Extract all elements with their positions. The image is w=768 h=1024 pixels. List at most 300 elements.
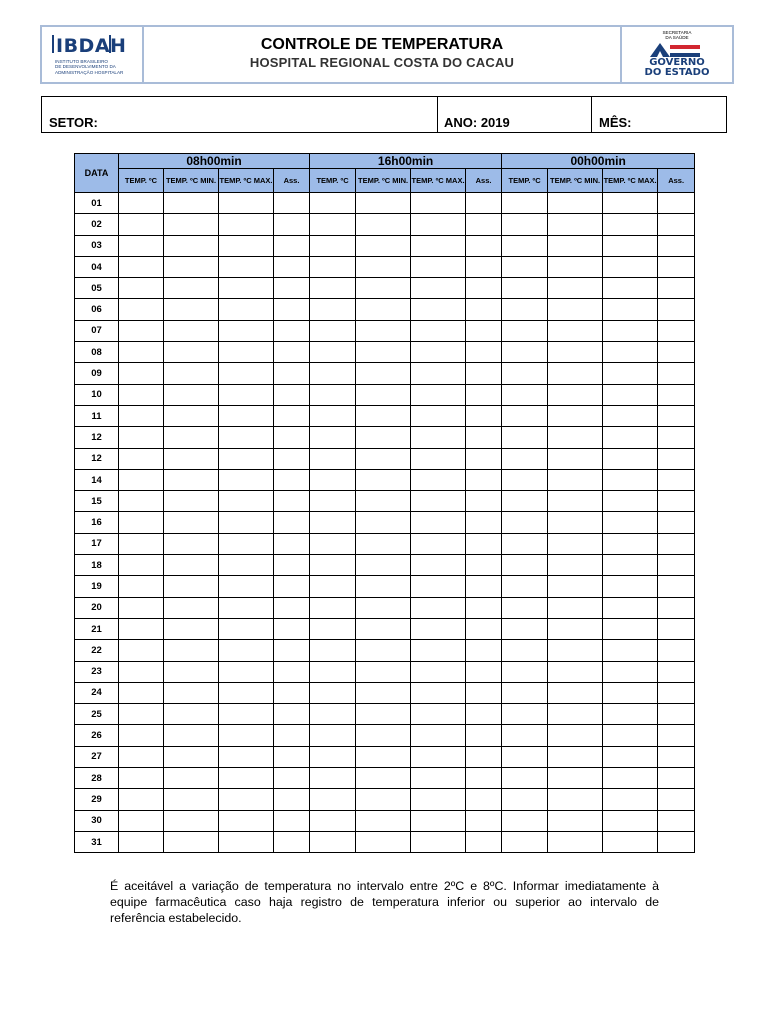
entry-cell[interactable] bbox=[658, 746, 695, 767]
entry-cell[interactable] bbox=[603, 597, 658, 618]
entry-cell[interactable] bbox=[658, 193, 695, 214]
entry-cell[interactable] bbox=[119, 363, 164, 384]
entry-cell[interactable] bbox=[119, 427, 164, 448]
entry-cell[interactable] bbox=[310, 405, 356, 426]
entry-cell[interactable] bbox=[548, 469, 603, 490]
entry-cell[interactable] bbox=[219, 320, 274, 341]
entry-cell[interactable] bbox=[164, 405, 219, 426]
entry-cell[interactable] bbox=[164, 768, 219, 789]
entry-cell[interactable] bbox=[164, 214, 219, 235]
entry-cell[interactable] bbox=[603, 682, 658, 703]
entry-cell[interactable] bbox=[310, 235, 356, 256]
entry-cell[interactable] bbox=[164, 448, 219, 469]
entry-cell[interactable] bbox=[502, 278, 548, 299]
entry-cell[interactable] bbox=[164, 704, 219, 725]
entry-cell[interactable] bbox=[356, 363, 411, 384]
entry-cell[interactable] bbox=[502, 597, 548, 618]
entry-cell[interactable] bbox=[603, 491, 658, 512]
entry-cell[interactable] bbox=[411, 768, 466, 789]
entry-cell[interactable] bbox=[219, 299, 274, 320]
entry-cell[interactable] bbox=[502, 342, 548, 363]
entry-cell[interactable] bbox=[219, 725, 274, 746]
entry-cell[interactable] bbox=[119, 746, 164, 767]
entry-cell[interactable] bbox=[274, 661, 310, 682]
entry-cell[interactable] bbox=[164, 533, 219, 554]
entry-cell[interactable] bbox=[310, 384, 356, 405]
entry-cell[interactable] bbox=[356, 469, 411, 490]
entry-cell[interactable] bbox=[310, 491, 356, 512]
entry-cell[interactable] bbox=[658, 299, 695, 320]
entry-cell[interactable] bbox=[502, 299, 548, 320]
entry-cell[interactable] bbox=[274, 320, 310, 341]
entry-cell[interactable] bbox=[411, 682, 466, 703]
entry-cell[interactable] bbox=[164, 512, 219, 533]
entry-cell[interactable] bbox=[466, 533, 502, 554]
entry-cell[interactable] bbox=[310, 448, 356, 469]
entry-cell[interactable] bbox=[466, 235, 502, 256]
entry-cell[interactable] bbox=[164, 256, 219, 277]
entry-cell[interactable] bbox=[310, 342, 356, 363]
entry-cell[interactable] bbox=[274, 214, 310, 235]
entry-cell[interactable] bbox=[502, 533, 548, 554]
entry-cell[interactable] bbox=[502, 214, 548, 235]
entry-cell[interactable] bbox=[356, 427, 411, 448]
entry-cell[interactable] bbox=[164, 576, 219, 597]
entry-cell[interactable] bbox=[603, 405, 658, 426]
entry-cell[interactable] bbox=[119, 704, 164, 725]
entry-cell[interactable] bbox=[119, 768, 164, 789]
entry-cell[interactable] bbox=[502, 427, 548, 448]
entry-cell[interactable] bbox=[658, 256, 695, 277]
entry-cell[interactable] bbox=[548, 405, 603, 426]
entry-cell[interactable] bbox=[411, 661, 466, 682]
entry-cell[interactable] bbox=[502, 256, 548, 277]
entry-cell[interactable] bbox=[502, 193, 548, 214]
entry-cell[interactable] bbox=[603, 831, 658, 852]
entry-cell[interactable] bbox=[274, 448, 310, 469]
entry-cell[interactable] bbox=[502, 746, 548, 767]
entry-cell[interactable] bbox=[310, 725, 356, 746]
entry-cell[interactable] bbox=[658, 704, 695, 725]
entry-cell[interactable] bbox=[356, 576, 411, 597]
entry-cell[interactable] bbox=[119, 193, 164, 214]
entry-cell[interactable] bbox=[502, 363, 548, 384]
entry-cell[interactable] bbox=[411, 320, 466, 341]
entry-cell[interactable] bbox=[466, 320, 502, 341]
entry-cell[interactable] bbox=[502, 682, 548, 703]
entry-cell[interactable] bbox=[466, 491, 502, 512]
entry-cell[interactable] bbox=[658, 533, 695, 554]
entry-cell[interactable] bbox=[310, 597, 356, 618]
entry-cell[interactable] bbox=[411, 363, 466, 384]
entry-cell[interactable] bbox=[274, 789, 310, 810]
entry-cell[interactable] bbox=[502, 810, 548, 831]
entry-cell[interactable] bbox=[219, 746, 274, 767]
entry-cell[interactable] bbox=[274, 746, 310, 767]
entry-cell[interactable] bbox=[658, 597, 695, 618]
entry-cell[interactable] bbox=[411, 576, 466, 597]
entry-cell[interactable] bbox=[310, 320, 356, 341]
entry-cell[interactable] bbox=[219, 576, 274, 597]
entry-cell[interactable] bbox=[466, 555, 502, 576]
entry-cell[interactable] bbox=[119, 278, 164, 299]
entry-cell[interactable] bbox=[219, 256, 274, 277]
entry-cell[interactable] bbox=[219, 640, 274, 661]
entry-cell[interactable] bbox=[548, 555, 603, 576]
entry-cell[interactable] bbox=[603, 661, 658, 682]
entry-cell[interactable] bbox=[274, 512, 310, 533]
entry-cell[interactable] bbox=[274, 299, 310, 320]
entry-cell[interactable] bbox=[411, 640, 466, 661]
entry-cell[interactable] bbox=[658, 661, 695, 682]
entry-cell[interactable] bbox=[658, 725, 695, 746]
entry-cell[interactable] bbox=[356, 725, 411, 746]
entry-cell[interactable] bbox=[548, 661, 603, 682]
entry-cell[interactable] bbox=[274, 725, 310, 746]
entry-cell[interactable] bbox=[466, 512, 502, 533]
entry-cell[interactable] bbox=[603, 363, 658, 384]
entry-cell[interactable] bbox=[603, 810, 658, 831]
entry-cell[interactable] bbox=[274, 831, 310, 852]
entry-cell[interactable] bbox=[274, 533, 310, 554]
entry-cell[interactable] bbox=[356, 214, 411, 235]
entry-cell[interactable] bbox=[603, 640, 658, 661]
entry-cell[interactable] bbox=[356, 235, 411, 256]
entry-cell[interactable] bbox=[356, 746, 411, 767]
entry-cell[interactable] bbox=[274, 597, 310, 618]
entry-cell[interactable] bbox=[310, 193, 356, 214]
entry-cell[interactable] bbox=[548, 299, 603, 320]
entry-cell[interactable] bbox=[548, 704, 603, 725]
entry-cell[interactable] bbox=[466, 640, 502, 661]
entry-cell[interactable] bbox=[310, 299, 356, 320]
entry-cell[interactable] bbox=[548, 597, 603, 618]
entry-cell[interactable] bbox=[603, 533, 658, 554]
entry-cell[interactable] bbox=[119, 256, 164, 277]
entry-cell[interactable] bbox=[219, 555, 274, 576]
entry-cell[interactable] bbox=[466, 704, 502, 725]
entry-cell[interactable] bbox=[603, 193, 658, 214]
entry-cell[interactable] bbox=[502, 512, 548, 533]
entry-cell[interactable] bbox=[466, 448, 502, 469]
entry-cell[interactable] bbox=[658, 789, 695, 810]
entry-cell[interactable] bbox=[603, 299, 658, 320]
entry-cell[interactable] bbox=[411, 533, 466, 554]
entry-cell[interactable] bbox=[466, 768, 502, 789]
entry-cell[interactable] bbox=[548, 448, 603, 469]
entry-cell[interactable] bbox=[219, 789, 274, 810]
entry-cell[interactable] bbox=[310, 278, 356, 299]
entry-cell[interactable] bbox=[310, 427, 356, 448]
entry-cell[interactable] bbox=[356, 342, 411, 363]
entry-cell[interactable] bbox=[411, 746, 466, 767]
entry-cell[interactable] bbox=[119, 725, 164, 746]
entry-cell[interactable] bbox=[274, 427, 310, 448]
entry-cell[interactable] bbox=[658, 512, 695, 533]
entry-cell[interactable] bbox=[310, 256, 356, 277]
entry-cell[interactable] bbox=[164, 320, 219, 341]
entry-cell[interactable] bbox=[548, 278, 603, 299]
entry-cell[interactable] bbox=[466, 405, 502, 426]
entry-cell[interactable] bbox=[310, 704, 356, 725]
entry-cell[interactable] bbox=[356, 193, 411, 214]
entry-cell[interactable] bbox=[164, 342, 219, 363]
entry-cell[interactable] bbox=[548, 831, 603, 852]
entry-cell[interactable] bbox=[548, 746, 603, 767]
entry-cell[interactable] bbox=[164, 278, 219, 299]
entry-cell[interactable] bbox=[274, 618, 310, 639]
entry-cell[interactable] bbox=[603, 256, 658, 277]
entry-cell[interactable] bbox=[603, 235, 658, 256]
entry-cell[interactable] bbox=[310, 640, 356, 661]
entry-cell[interactable] bbox=[164, 746, 219, 767]
entry-cell[interactable] bbox=[502, 768, 548, 789]
entry-cell[interactable] bbox=[356, 789, 411, 810]
entry-cell[interactable] bbox=[658, 405, 695, 426]
entry-cell[interactable] bbox=[466, 810, 502, 831]
entry-cell[interactable] bbox=[502, 235, 548, 256]
entry-cell[interactable] bbox=[356, 704, 411, 725]
entry-cell[interactable] bbox=[119, 618, 164, 639]
entry-cell[interactable] bbox=[603, 214, 658, 235]
entry-cell[interactable] bbox=[219, 704, 274, 725]
entry-cell[interactable] bbox=[548, 725, 603, 746]
entry-cell[interactable] bbox=[119, 597, 164, 618]
entry-cell[interactable] bbox=[356, 555, 411, 576]
entry-cell[interactable] bbox=[274, 405, 310, 426]
entry-cell[interactable] bbox=[603, 555, 658, 576]
entry-cell[interactable] bbox=[411, 214, 466, 235]
entry-cell[interactable] bbox=[658, 682, 695, 703]
entry-cell[interactable] bbox=[219, 597, 274, 618]
entry-cell[interactable] bbox=[411, 789, 466, 810]
entry-cell[interactable] bbox=[356, 512, 411, 533]
entry-cell[interactable] bbox=[164, 810, 219, 831]
entry-cell[interactable] bbox=[310, 810, 356, 831]
entry-cell[interactable] bbox=[356, 768, 411, 789]
entry-cell[interactable] bbox=[548, 512, 603, 533]
entry-cell[interactable] bbox=[164, 491, 219, 512]
entry-cell[interactable] bbox=[548, 618, 603, 639]
entry-cell[interactable] bbox=[411, 725, 466, 746]
entry-cell[interactable] bbox=[502, 320, 548, 341]
entry-cell[interactable] bbox=[356, 533, 411, 554]
entry-cell[interactable] bbox=[119, 384, 164, 405]
entry-cell[interactable] bbox=[466, 725, 502, 746]
entry-cell[interactable] bbox=[310, 789, 356, 810]
entry-cell[interactable] bbox=[310, 618, 356, 639]
entry-cell[interactable] bbox=[310, 661, 356, 682]
entry-cell[interactable] bbox=[502, 618, 548, 639]
entry-cell[interactable] bbox=[411, 810, 466, 831]
entry-cell[interactable] bbox=[164, 682, 219, 703]
entry-cell[interactable] bbox=[164, 427, 219, 448]
entry-cell[interactable] bbox=[310, 555, 356, 576]
entry-cell[interactable] bbox=[411, 555, 466, 576]
mes-field[interactable] bbox=[592, 97, 726, 132]
entry-cell[interactable] bbox=[411, 469, 466, 490]
entry-cell[interactable] bbox=[603, 704, 658, 725]
entry-cell[interactable] bbox=[603, 576, 658, 597]
entry-cell[interactable] bbox=[658, 384, 695, 405]
entry-cell[interactable] bbox=[548, 256, 603, 277]
entry-cell[interactable] bbox=[274, 555, 310, 576]
entry-cell[interactable] bbox=[219, 193, 274, 214]
entry-cell[interactable] bbox=[164, 831, 219, 852]
entry-cell[interactable] bbox=[119, 405, 164, 426]
entry-cell[interactable] bbox=[356, 640, 411, 661]
entry-cell[interactable] bbox=[274, 576, 310, 597]
entry-cell[interactable] bbox=[274, 278, 310, 299]
entry-cell[interactable] bbox=[502, 555, 548, 576]
entry-cell[interactable] bbox=[548, 789, 603, 810]
entry-cell[interactable] bbox=[356, 682, 411, 703]
entry-cell[interactable] bbox=[310, 214, 356, 235]
entry-cell[interactable] bbox=[411, 491, 466, 512]
entry-cell[interactable] bbox=[548, 363, 603, 384]
entry-cell[interactable] bbox=[502, 661, 548, 682]
entry-cell[interactable] bbox=[164, 363, 219, 384]
entry-cell[interactable] bbox=[219, 427, 274, 448]
entry-cell[interactable] bbox=[219, 810, 274, 831]
entry-cell[interactable] bbox=[119, 789, 164, 810]
entry-cell[interactable] bbox=[219, 214, 274, 235]
entry-cell[interactable] bbox=[356, 448, 411, 469]
entry-cell[interactable] bbox=[164, 597, 219, 618]
entry-cell[interactable] bbox=[164, 193, 219, 214]
entry-cell[interactable] bbox=[658, 427, 695, 448]
entry-cell[interactable] bbox=[356, 299, 411, 320]
entry-cell[interactable] bbox=[502, 384, 548, 405]
entry-cell[interactable] bbox=[219, 278, 274, 299]
entry-cell[interactable] bbox=[658, 448, 695, 469]
entry-cell[interactable] bbox=[356, 278, 411, 299]
entry-cell[interactable] bbox=[274, 768, 310, 789]
entry-cell[interactable] bbox=[411, 427, 466, 448]
entry-cell[interactable] bbox=[603, 427, 658, 448]
entry-cell[interactable] bbox=[466, 746, 502, 767]
entry-cell[interactable] bbox=[164, 384, 219, 405]
entry-cell[interactable] bbox=[411, 235, 466, 256]
entry-cell[interactable] bbox=[603, 320, 658, 341]
entry-cell[interactable] bbox=[119, 640, 164, 661]
ano-field[interactable] bbox=[437, 97, 592, 132]
entry-cell[interactable] bbox=[603, 768, 658, 789]
entry-cell[interactable] bbox=[658, 214, 695, 235]
entry-cell[interactable] bbox=[274, 342, 310, 363]
entry-cell[interactable] bbox=[119, 448, 164, 469]
entry-cell[interactable] bbox=[466, 576, 502, 597]
entry-cell[interactable] bbox=[119, 661, 164, 682]
entry-cell[interactable] bbox=[411, 278, 466, 299]
entry-cell[interactable] bbox=[274, 193, 310, 214]
entry-cell[interactable] bbox=[219, 768, 274, 789]
entry-cell[interactable] bbox=[658, 576, 695, 597]
entry-cell[interactable] bbox=[310, 363, 356, 384]
entry-cell[interactable] bbox=[603, 278, 658, 299]
entry-cell[interactable] bbox=[548, 533, 603, 554]
entry-cell[interactable] bbox=[548, 682, 603, 703]
entry-cell[interactable] bbox=[411, 193, 466, 214]
entry-cell[interactable] bbox=[119, 810, 164, 831]
entry-cell[interactable] bbox=[502, 405, 548, 426]
entry-cell[interactable] bbox=[466, 789, 502, 810]
entry-cell[interactable] bbox=[658, 810, 695, 831]
entry-cell[interactable] bbox=[548, 427, 603, 448]
entry-cell[interactable] bbox=[466, 682, 502, 703]
entry-cell[interactable] bbox=[411, 384, 466, 405]
entry-cell[interactable] bbox=[219, 512, 274, 533]
entry-cell[interactable] bbox=[274, 469, 310, 490]
entry-cell[interactable] bbox=[466, 469, 502, 490]
entry-cell[interactable] bbox=[502, 448, 548, 469]
entry-cell[interactable] bbox=[466, 618, 502, 639]
entry-cell[interactable] bbox=[274, 363, 310, 384]
entry-cell[interactable] bbox=[466, 278, 502, 299]
entry-cell[interactable] bbox=[356, 810, 411, 831]
entry-cell[interactable] bbox=[119, 320, 164, 341]
entry-cell[interactable] bbox=[219, 491, 274, 512]
entry-cell[interactable] bbox=[356, 384, 411, 405]
entry-cell[interactable] bbox=[548, 491, 603, 512]
entry-cell[interactable] bbox=[658, 342, 695, 363]
entry-cell[interactable] bbox=[502, 491, 548, 512]
entry-cell[interactable] bbox=[219, 682, 274, 703]
entry-cell[interactable] bbox=[502, 469, 548, 490]
entry-cell[interactable] bbox=[548, 768, 603, 789]
entry-cell[interactable] bbox=[274, 256, 310, 277]
entry-cell[interactable] bbox=[548, 576, 603, 597]
entry-cell[interactable] bbox=[548, 235, 603, 256]
entry-cell[interactable] bbox=[274, 235, 310, 256]
entry-cell[interactable] bbox=[548, 320, 603, 341]
entry-cell[interactable] bbox=[119, 235, 164, 256]
entry-cell[interactable] bbox=[603, 448, 658, 469]
entry-cell[interactable] bbox=[219, 469, 274, 490]
entry-cell[interactable] bbox=[658, 320, 695, 341]
entry-cell[interactable] bbox=[658, 640, 695, 661]
entry-cell[interactable] bbox=[219, 363, 274, 384]
entry-cell[interactable] bbox=[274, 491, 310, 512]
entry-cell[interactable] bbox=[502, 704, 548, 725]
entry-cell[interactable] bbox=[658, 235, 695, 256]
entry-cell[interactable] bbox=[164, 469, 219, 490]
entry-cell[interactable] bbox=[411, 512, 466, 533]
entry-cell[interactable] bbox=[466, 831, 502, 852]
entry-cell[interactable] bbox=[356, 831, 411, 852]
entry-cell[interactable] bbox=[658, 469, 695, 490]
entry-cell[interactable] bbox=[310, 576, 356, 597]
entry-cell[interactable] bbox=[119, 576, 164, 597]
entry-cell[interactable] bbox=[164, 618, 219, 639]
entry-cell[interactable] bbox=[603, 789, 658, 810]
entry-cell[interactable] bbox=[356, 320, 411, 341]
entry-cell[interactable] bbox=[548, 214, 603, 235]
entry-cell[interactable] bbox=[658, 555, 695, 576]
entry-cell[interactable] bbox=[466, 384, 502, 405]
entry-cell[interactable] bbox=[164, 555, 219, 576]
entry-cell[interactable] bbox=[502, 576, 548, 597]
entry-cell[interactable] bbox=[310, 768, 356, 789]
entry-cell[interactable] bbox=[603, 469, 658, 490]
entry-cell[interactable] bbox=[466, 342, 502, 363]
entry-cell[interactable] bbox=[356, 661, 411, 682]
entry-cell[interactable] bbox=[603, 618, 658, 639]
entry-cell[interactable] bbox=[310, 512, 356, 533]
entry-cell[interactable] bbox=[164, 789, 219, 810]
entry-cell[interactable] bbox=[411, 618, 466, 639]
entry-cell[interactable] bbox=[274, 384, 310, 405]
